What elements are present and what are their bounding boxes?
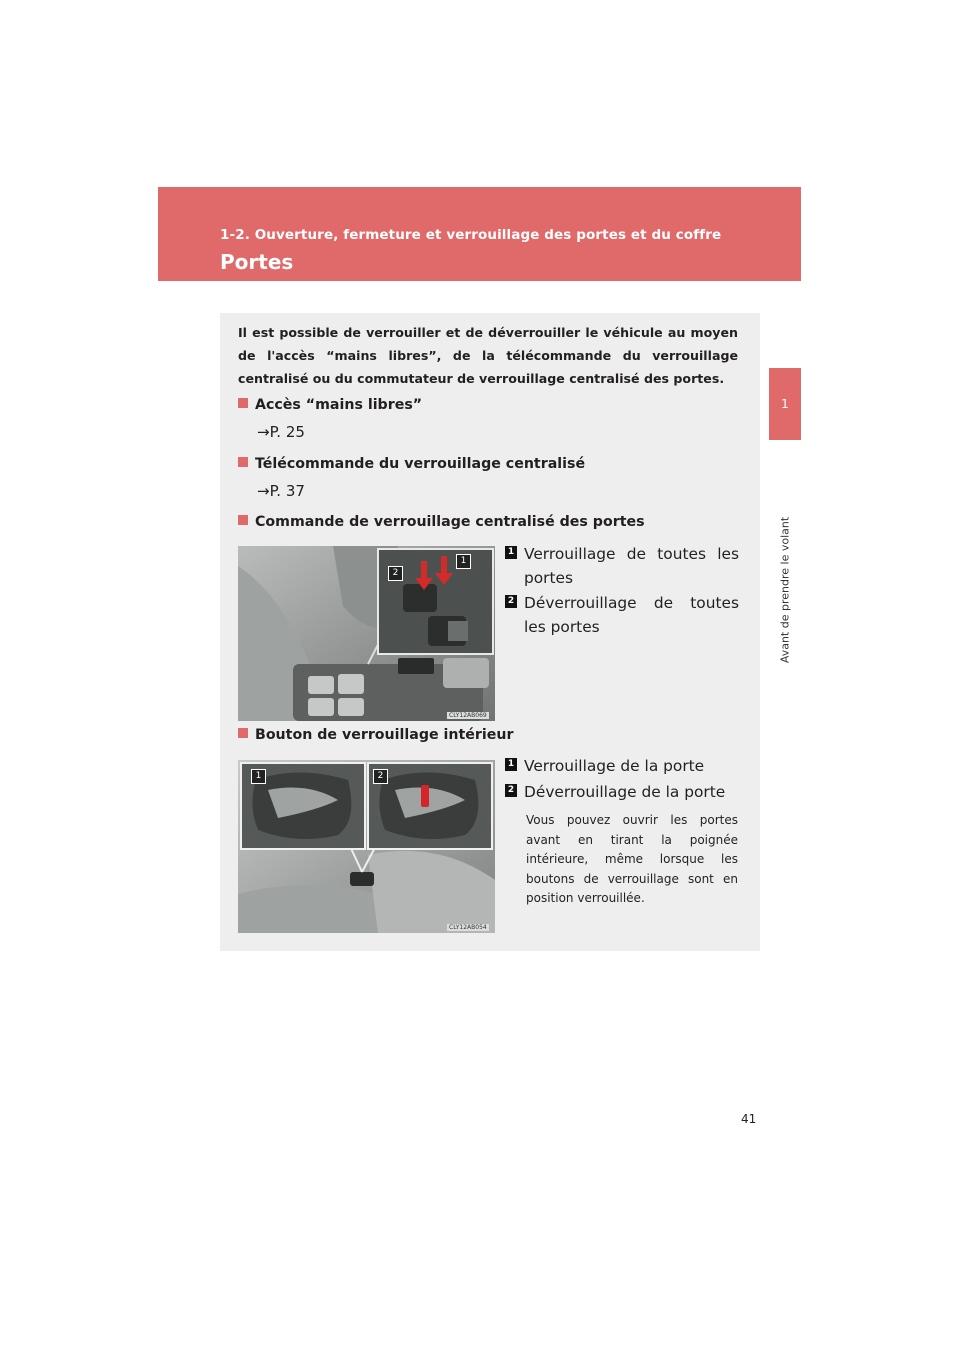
door-handle-illustration [238, 760, 495, 933]
square-bullet-icon [238, 728, 248, 738]
central-lock-switch-photo [238, 546, 495, 721]
number-badge: 1 [505, 546, 517, 559]
chapter-tab[interactable]: 1 [769, 368, 801, 440]
number-badge: 2 [505, 784, 517, 797]
square-bullet-icon [238, 398, 248, 408]
intro-text: Il est possible de verrouiller et de déverrouiller le véhicule au moyen de l'accès “mains libres”, de la télécommande du verrouillage centralisé ou du commutateur de verrouillage centralisé des portes. [238, 325, 738, 386]
page-number: 41 [741, 1112, 757, 1126]
content-panel [220, 313, 760, 951]
chapter-label-text: Avant de prendre le volant [778, 516, 792, 664]
number-badge: 1 [505, 758, 517, 771]
inside-lock-note: Vous pouvez ouvrir les portes avant en tirant la poignée intérieure, même lorsque les boutons de verrouillage sont en position verrouillée. [526, 813, 738, 905]
heading-text: Télécommande du verrouillage centralisé [255, 456, 586, 472]
section-title: 1-2. Ouverture, fermeture et verrouillage des portes et du coffre [220, 227, 722, 243]
page-title: Portes [220, 250, 294, 274]
page-reference-link[interactable]: →P. 37 [257, 482, 305, 500]
image-code: CLY12AB054 [449, 924, 487, 931]
heading-remote [238, 456, 585, 472]
number-badge: 2 [505, 595, 517, 608]
lock-all-doors-item [505, 542, 739, 590]
page-reference-link[interactable]: →P. 25 [257, 423, 305, 441]
door-panel-illustration [238, 546, 495, 721]
heading-text: Accès “mains libres” [255, 397, 423, 413]
inside-lock-button-photo [238, 760, 495, 933]
square-bullet-icon [238, 457, 248, 467]
unlock-door-item [505, 780, 739, 804]
item-text: Verrouillage de la porte [524, 757, 705, 775]
item-text: Déverrouillage de la porte [524, 783, 726, 801]
heading-hands-free [238, 397, 422, 413]
item-text: Verrouillage de toutes les portes [524, 545, 739, 587]
heading-inside-lock [238, 727, 514, 743]
item-text: Déverrouillage de toutes les portes [524, 594, 739, 636]
callout-2: 2 [373, 769, 388, 784]
image-code: CLY12AB069 [449, 712, 487, 719]
unlock-all-doors-item [505, 591, 739, 639]
page-header [158, 187, 801, 281]
heading-central-lock [238, 514, 645, 530]
chapter-label [761, 516, 809, 664]
callout-1: 1 [456, 554, 471, 569]
callout-1: 1 [251, 769, 266, 784]
square-bullet-icon [238, 515, 248, 525]
callout-2: 2 [388, 566, 403, 581]
heading-text: Bouton de verrouillage intérieur [255, 727, 514, 743]
lock-door-item [505, 754, 739, 778]
heading-text: Commande de verrouillage centralisé des portes [255, 514, 645, 530]
